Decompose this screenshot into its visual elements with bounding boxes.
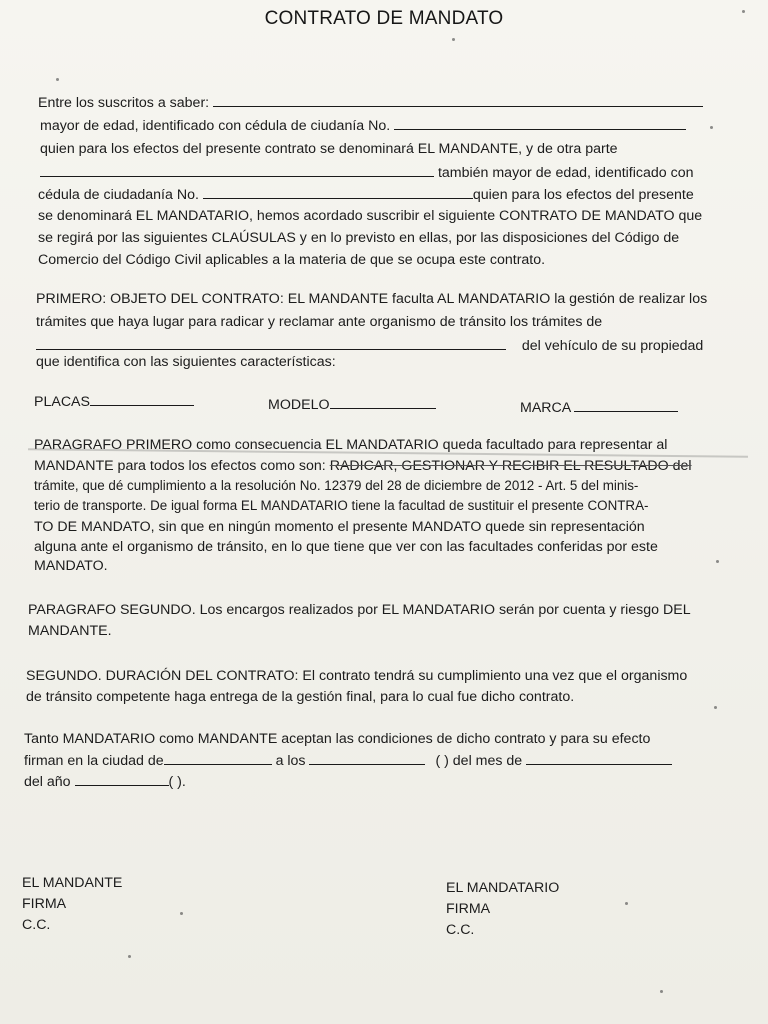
intro-text-3: quien para los efectos del presente contrato se denominará EL MANDANTE, y de otra parte [40, 141, 618, 157]
scan-speck [56, 78, 59, 81]
placas-field [34, 392, 194, 411]
scan-speck [714, 706, 717, 709]
primero-text-1: PRIMERO: OBJETO DEL CONTRATO: EL MANDANTE faculta AL MANDATARIO la gestión de realizar los [36, 291, 708, 307]
tramite-blank [36, 336, 506, 350]
marca-field [520, 398, 678, 417]
signature-block-mandatario [446, 878, 559, 941]
paragrafo1-text-6: alguna ante el organismo de tránsito, en lo que tiene que ver con las facultades conferidas por este [34, 539, 658, 555]
intro-text-6: se denominará EL MANDATARIO, hemos acordado suscribir el siguiente CONTRATO DE MANDATO que [38, 208, 703, 224]
dia-blank [309, 751, 425, 765]
primero-text-3: del vehículo de su propiedad [521, 338, 704, 354]
modelo-field [268, 395, 436, 414]
scan-speck [710, 126, 713, 129]
scan-speck [128, 955, 131, 958]
scan-speck [660, 990, 663, 993]
scan-speck [625, 902, 628, 905]
mandante-firma-label: FIRMA [22, 896, 67, 912]
intro-text-5a: cédula de ciudadanía No. [38, 187, 199, 203]
ciudad-blank [164, 751, 272, 765]
primero-text-4: que identifica con las siguientes características: [36, 354, 336, 370]
intro-line-2 [40, 116, 686, 135]
modelo-label: MODELO [268, 397, 330, 413]
placas-label: PLACAS [34, 394, 90, 410]
intro-text-4: también mayor de edad, identificado con [437, 165, 694, 181]
ciudad-label: firman en la ciudad de [24, 753, 164, 769]
cedula-mandatario-blank [203, 185, 473, 199]
intro-text-8: Comercio del Código Civil aplicables a la materia de que se ocupa este contrato. [38, 252, 546, 268]
cedula-mandante-blank [394, 116, 686, 130]
document-title: CONTRATO DE MANDATO [264, 8, 504, 29]
paragrafo1-text-5: TO DE MANDATO, sin que en ningún momento el presente MANDATO quede sin representación [34, 519, 645, 535]
name-mandante-blank [213, 93, 703, 107]
closing-text-1: Tanto MANDATARIO como MANDANTE aceptan las condiciones de dicho contrato y para su efecto [24, 731, 651, 747]
name-mandatario-blank [40, 163, 434, 177]
mes-label: del mes de [452, 753, 523, 769]
intro-line-1 [38, 93, 703, 112]
anio-blank [75, 772, 169, 786]
scan-speck [742, 10, 745, 13]
paragrafo1-struck-text: RADICAR, GESTIONAR Y RECIBIR EL RESULTADO del [329, 458, 692, 474]
segundo-text-1: SEGUNDO. DURACIÓN DEL CONTRATO: El contrato tendrá su cumplimiento una vez que el organismo [26, 668, 688, 684]
intro-text-5b: quien para los efectos del presente [472, 187, 694, 203]
dia-label: a los [275, 753, 306, 769]
paragrafo1-text-1: PARAGRAFO PRIMERO como consecuencia EL MANDATARIO queda facultado para representar al [34, 437, 668, 453]
closing-line-3 [24, 772, 186, 791]
closing-line-2 [24, 751, 672, 770]
paragrafo2-text-2: MANDANTE. [28, 623, 112, 639]
paragrafo1-text-2a: MANDANTE para todos los efectos como son: [34, 458, 330, 474]
mandatario-firma-label: FIRMA [446, 901, 491, 917]
anio-numero: ( ). [168, 774, 186, 790]
intro-line-5 [38, 185, 694, 204]
paragrafo1-text-4: terio de transporte. De igual forma EL MANDATARIO tiene la facultad de sustituir el presente CONTRA- [34, 498, 649, 513]
scan-speck [716, 560, 719, 563]
marca-blank [574, 398, 678, 412]
segundo-text-2: de tránsito competente haga entrega de la gestión final, para lo cual fue dicho contrato. [26, 689, 575, 705]
modelo-blank [330, 395, 436, 409]
mandante-cc-label: C.C. [22, 917, 51, 933]
dia-numero: ( ) [435, 753, 449, 769]
paragrafo1-line-2 [34, 457, 692, 475]
scan-speck [180, 912, 183, 915]
paragrafo1-text-7: MANDATO. [34, 558, 108, 574]
signature-block-mandante [22, 873, 122, 936]
placas-blank [90, 392, 194, 406]
intro-line-4 [40, 163, 694, 182]
mandatario-role: EL MANDATARIO [446, 880, 560, 896]
primero-text-2: trámites que haya lugar para radicar y reclamar ante organismo de tránsito los trámites de [36, 314, 603, 330]
intro-text-7: se regirá por las siguientes CLAÚSULAS y en lo previsto en ellas, por las disposiciones del Código de [38, 230, 680, 246]
paragrafo1-text-3: trámite, que dé cumplimiento a la resolución No. 12379 del 28 de diciembre de 2012 - Art. 5 del minis- [34, 478, 639, 493]
intro-text-2: mayor de edad, identificado con cédula de ciudanía No. [40, 118, 391, 134]
marca-label: MARCA [520, 400, 571, 416]
intro-text-1: Entre los suscritos a saber: [38, 95, 210, 111]
anio-label: del año [24, 774, 71, 790]
mes-blank [526, 751, 672, 765]
scan-speck [452, 38, 455, 41]
mandatario-cc-label: C.C. [446, 922, 475, 938]
paragrafo2-text-1: PARAGRAFO SEGUNDO. Los encargos realizados por EL MANDATARIO serán por cuenta y riesgo DEL [28, 602, 691, 618]
mandante-role: EL MANDANTE [22, 875, 123, 891]
